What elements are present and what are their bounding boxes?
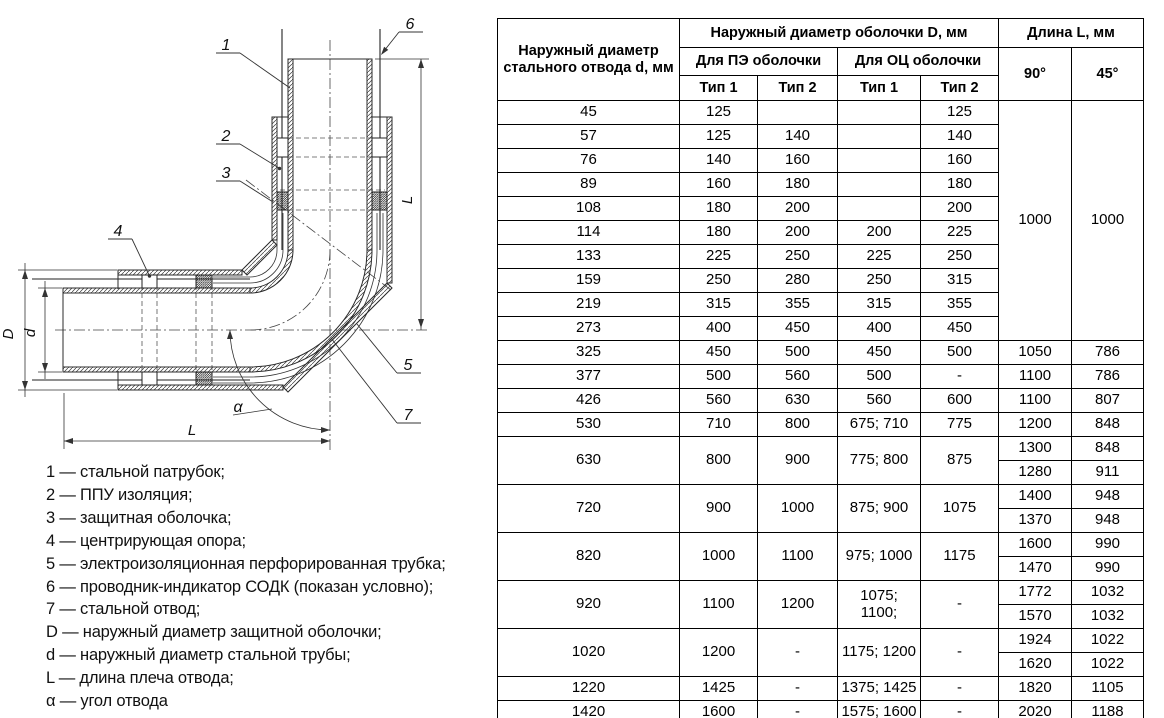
table-row [498, 533, 1144, 557]
table-cell: 1470 [999, 557, 1072, 581]
table-cell: 1100 [680, 581, 758, 629]
hidden-lines [142, 138, 385, 383]
table-cell: 180 [680, 221, 758, 245]
table-cell: 200 [758, 197, 838, 221]
table-header-cell: Для ОЦ оболочки [838, 48, 999, 76]
table-cell: 630 [498, 437, 680, 485]
casing [118, 117, 392, 392]
table-cell: 1100 [758, 533, 838, 581]
dim-d-label: d [22, 328, 39, 338]
table-cell [838, 125, 921, 149]
table-cell: 125 [680, 125, 758, 149]
table-cell: 1105 [1072, 677, 1144, 701]
table-cell: 900 [758, 437, 838, 485]
table-cell: 848 [1072, 437, 1144, 461]
table-cell: 990 [1072, 533, 1144, 557]
table-cell: 1600 [680, 701, 758, 718]
dim-L-bottom-label: L [187, 422, 197, 439]
callout-4-label: 4 [113, 223, 123, 240]
table-cell: 315 [838, 293, 921, 317]
table-cell: 200 [921, 197, 999, 221]
table-header-row [498, 19, 1144, 48]
table-cell: 848 [1072, 413, 1144, 437]
table-cell: 45 [498, 101, 680, 125]
table-cell: 133 [498, 245, 680, 269]
spec-table [497, 18, 1144, 718]
table-cell: 1050 [999, 341, 1072, 365]
steel-pipe [63, 59, 372, 372]
table-cell: 875 [921, 437, 999, 485]
table-cell: 560 [680, 389, 758, 413]
table-row [498, 629, 1144, 653]
table-cell: 500 [758, 341, 838, 365]
table-cell: 1924 [999, 629, 1072, 653]
legend-item: 1 — стальной патрубок; [46, 463, 225, 481]
table-cell: 1200 [680, 629, 758, 677]
legend-item: 3 — защитная оболочка; [46, 508, 232, 527]
table-cell: 1075 [921, 485, 999, 533]
table-cell: 807 [1072, 389, 1144, 413]
table-cell: 355 [758, 293, 838, 317]
table-cell: 1032 [1072, 605, 1144, 629]
callout-5-label: 5 [403, 357, 413, 374]
table-cell: 125 [921, 101, 999, 125]
table-cell: 1570 [999, 605, 1072, 629]
table-cell: 250 [921, 245, 999, 269]
table-cell: 990 [1072, 557, 1144, 581]
table-header-cell: Тип 2 [921, 76, 999, 101]
table-cell: 180 [680, 197, 758, 221]
table-cell: 315 [680, 293, 758, 317]
callout-3-label: 3 [221, 165, 231, 182]
table-cell: 1425 [680, 677, 758, 701]
table-cell: 1280 [999, 461, 1072, 485]
legend-item: α — угол отвода [46, 692, 168, 711]
table-row [498, 437, 1144, 461]
table-cell: 900 [680, 485, 758, 533]
dimension-L-bottom [64, 393, 330, 449]
table-cell: 250 [838, 269, 921, 293]
table-cell: 1375; 1425 [838, 677, 921, 701]
table-cell: 1772 [999, 581, 1072, 605]
table-row [498, 677, 1144, 701]
table-row [498, 485, 1144, 509]
table-cell: 1820 [999, 677, 1072, 701]
table-cell: 675; 710 [838, 413, 921, 437]
table-cell: 250 [758, 245, 838, 269]
table-cell: 720 [498, 485, 680, 533]
table-cell: 786 [1072, 341, 1144, 365]
table-cell: 530 [498, 413, 680, 437]
table-row [498, 581, 1144, 605]
table-cell: 1032 [1072, 581, 1144, 605]
table-cell: 500 [680, 365, 758, 389]
table-cell: - [921, 701, 999, 718]
table-cell: - [921, 581, 999, 629]
table-cell: 800 [758, 413, 838, 437]
legend-item: 7 — стальной отвод; [46, 600, 201, 619]
table-cell: 450 [921, 317, 999, 341]
table-cell: 400 [680, 317, 758, 341]
table-cell: 225 [921, 221, 999, 245]
table-cell: 1420 [498, 701, 680, 718]
table-cell [838, 101, 921, 125]
legend [46, 461, 446, 713]
table-header-cell: Для ПЭ оболочки [680, 48, 838, 76]
table-cell: 140 [758, 125, 838, 149]
table-row [498, 365, 1144, 389]
table-cell: 1020 [498, 629, 680, 677]
table-cell: 1000 [999, 101, 1072, 341]
table-cell: 1600 [999, 533, 1072, 557]
table-cell: 1175 [921, 533, 999, 581]
table-cell: 875; 900 [838, 485, 921, 533]
table-cell: 159 [498, 269, 680, 293]
callout-7-label: 7 [403, 407, 413, 424]
table-cell: 911 [1072, 461, 1144, 485]
pipe-end-edges [63, 59, 392, 390]
table-cell: 160 [680, 173, 758, 197]
table-cell: 1220 [498, 677, 680, 701]
table-cell: 450 [758, 317, 838, 341]
table-cell: 600 [921, 389, 999, 413]
table-cell: 1400 [999, 485, 1072, 509]
table-cell: 1100 [999, 365, 1072, 389]
dimension-alpha [227, 330, 330, 433]
table-cell: 1575; 1600 [838, 701, 921, 718]
table-cell: 200 [838, 221, 921, 245]
table-cell: 2020 [999, 701, 1072, 718]
callout-2-label: 2 [221, 128, 231, 145]
table-cell: 160 [758, 149, 838, 173]
table-cell: 400 [838, 317, 921, 341]
table-cell: - [921, 629, 999, 677]
spec-table-wrap [497, 18, 1144, 718]
table-header-cell: Наружный диаметр стального отвода d, мм [498, 19, 680, 101]
table-cell [838, 149, 921, 173]
table-cell: 1200 [758, 581, 838, 629]
table-cell: 89 [498, 173, 680, 197]
legend-item: D — наружный диаметр защитной оболочки; [46, 623, 382, 642]
table-cell: 315 [921, 269, 999, 293]
table-cell: 775 [921, 413, 999, 437]
sodk-wires [32, 29, 380, 380]
legend-item: 5 — электроизоляционная перфорированная трубка; [46, 554, 446, 573]
legend-item: 2 — ППУ изоляция; [46, 485, 193, 504]
table-header-cell: Тип 2 [758, 76, 838, 101]
table-cell: 1075; 1100; [838, 581, 921, 629]
table-cell: 180 [758, 173, 838, 197]
table-cell: 500 [838, 365, 921, 389]
table-cell: 1188 [1072, 701, 1144, 718]
table-row [498, 413, 1144, 437]
table-cell: 948 [1072, 485, 1144, 509]
spec-table-body [498, 101, 1144, 718]
table-header-cell: Тип 1 [680, 76, 758, 101]
table-cell: - [921, 365, 999, 389]
spec-table-header [498, 19, 1144, 101]
table-cell: 500 [921, 341, 999, 365]
table-cell: 710 [680, 413, 758, 437]
table-header-cell: Длина L, мм [999, 19, 1144, 48]
table-cell: 1000 [1072, 101, 1144, 341]
table-cell: 273 [498, 317, 680, 341]
table-cell: 1022 [1072, 629, 1144, 653]
table-header-cell: Наружный диаметр оболочки D, мм [680, 19, 999, 48]
table-cell: 450 [680, 341, 758, 365]
table-cell: 108 [498, 197, 680, 221]
legend-item: 6 — проводник-индикатор СОДК (показан условно); [46, 577, 434, 596]
table-cell: 180 [921, 173, 999, 197]
table-cell: 560 [758, 365, 838, 389]
table-row [498, 701, 1144, 718]
table-cell: - [758, 677, 838, 701]
table-header-cell: Тип 1 [838, 76, 921, 101]
table-cell: 1000 [680, 533, 758, 581]
table-cell: 948 [1072, 509, 1144, 533]
table-cell [758, 101, 838, 125]
table-cell: 225 [838, 245, 921, 269]
table-cell: 200 [758, 221, 838, 245]
dim-L-right-label: L [399, 195, 416, 205]
table-row [498, 389, 1144, 413]
table-cell: - [758, 629, 838, 677]
table-cell: 76 [498, 149, 680, 173]
table-cell: 1000 [758, 485, 838, 533]
table-cell: 630 [758, 389, 838, 413]
table-cell: 225 [680, 245, 758, 269]
table-cell: 355 [921, 293, 999, 317]
table-cell: 800 [680, 437, 758, 485]
callout-6-label: 6 [405, 16, 415, 33]
table-cell: 280 [758, 269, 838, 293]
dim-D-label: D [0, 328, 17, 340]
table-header-cell: 45° [1072, 48, 1144, 101]
table-cell: 560 [838, 389, 921, 413]
table-cell: 426 [498, 389, 680, 413]
table-header-cell: 90° [999, 48, 1072, 101]
table-cell: 140 [921, 125, 999, 149]
table-cell: 377 [498, 365, 680, 389]
table-cell: 1300 [999, 437, 1072, 461]
table-cell: 1370 [999, 509, 1072, 533]
elbow-drawing [0, 0, 497, 460]
table-cell: 975; 1000 [838, 533, 921, 581]
table-cell [838, 173, 921, 197]
callout-1-label: 1 [221, 37, 231, 54]
legend-item: 4 — центрирующая опора; [46, 531, 246, 550]
table-cell: - [758, 701, 838, 718]
table-cell: 820 [498, 533, 680, 581]
table-cell: 325 [498, 341, 680, 365]
dim-alpha-label: α [233, 399, 243, 416]
table-row [498, 101, 1144, 125]
legend-item: d — наружный диаметр стальной трубы; [46, 646, 351, 665]
table-cell: 786 [1072, 365, 1144, 389]
centering-supports [142, 138, 387, 385]
table-cell: 125 [680, 101, 758, 125]
table-cell: 57 [498, 125, 680, 149]
callout-leaders [108, 32, 423, 423]
table-cell: 1200 [999, 413, 1072, 437]
table-cell: 1620 [999, 653, 1072, 677]
table-cell: 219 [498, 293, 680, 317]
table-cell: 114 [498, 221, 680, 245]
table-cell: 775; 800 [838, 437, 921, 485]
table-cell: - [921, 677, 999, 701]
table-cell: 450 [838, 341, 921, 365]
table-cell: 1100 [999, 389, 1072, 413]
table-row [498, 341, 1144, 365]
legend-item: L — длина плеча отвода; [46, 669, 234, 688]
table-cell: 250 [680, 269, 758, 293]
table-cell: 1022 [1072, 653, 1144, 677]
table-cell: 160 [921, 149, 999, 173]
table-cell: 920 [498, 581, 680, 629]
table-cell: 1175; 1200 [838, 629, 921, 677]
table-cell: 140 [680, 149, 758, 173]
table-cell [838, 197, 921, 221]
